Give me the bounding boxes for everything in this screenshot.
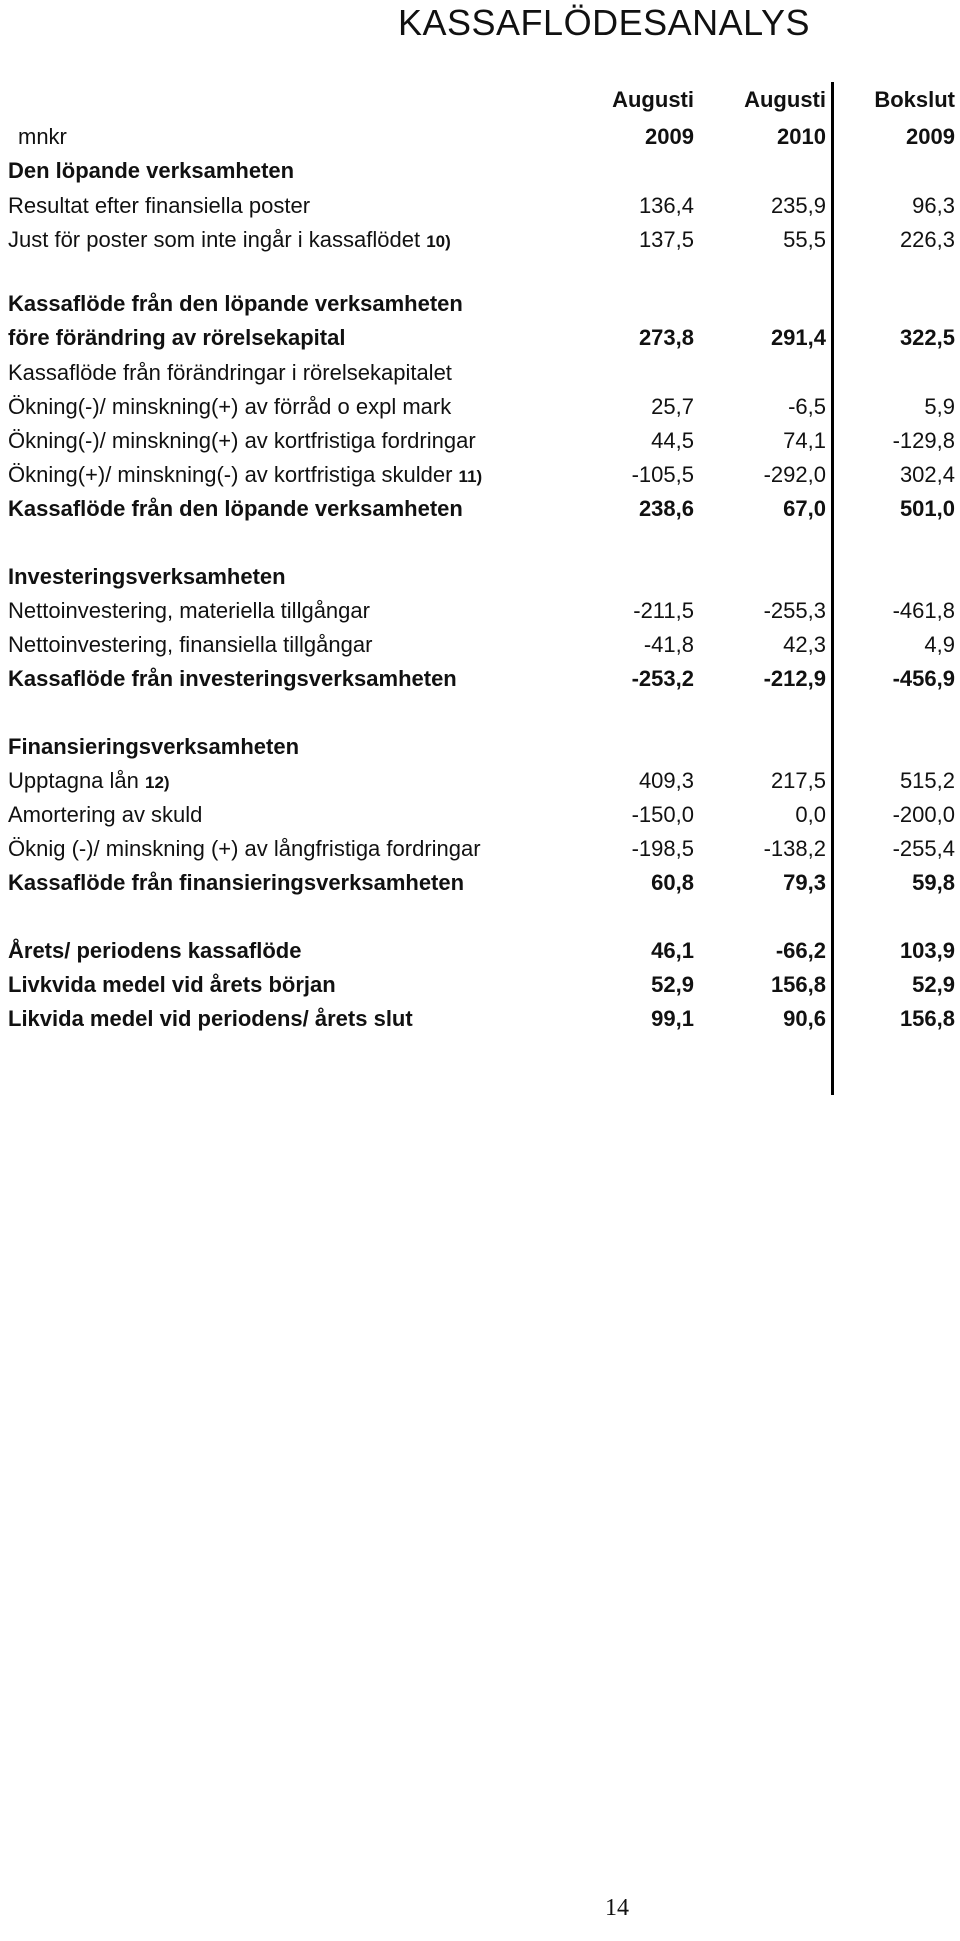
value-col3: -461,8: [892, 598, 955, 623]
value-col1: 273,8: [638, 325, 694, 350]
row-label: Ökning(+)/ minskning(-) av kortfristiga skulder: [8, 462, 453, 487]
value-col2: -255,3: [763, 598, 826, 623]
value-col2: 55,5: [783, 227, 826, 252]
value-col3: -456,9: [892, 666, 955, 691]
value-col2: 79,3: [783, 870, 826, 895]
value-col2: 0,0: [795, 802, 826, 827]
value-col3: 226,3: [899, 227, 955, 252]
row-label: före förändring av rörelsekapital: [8, 325, 346, 350]
row-label: Nettoinvestering, finansiella tillgångar: [8, 632, 373, 657]
row-label: Resultat efter finansiella poster: [8, 193, 311, 218]
col2-year: 2010: [777, 124, 826, 149]
row-label: Ökning(-)/ minskning(+) av kortfristiga fordringar: [8, 428, 476, 453]
value-col1: 25,7: [651, 394, 694, 419]
row-label: Årets/ periodens kassaflöde: [8, 938, 302, 963]
col2-header: Augusti: [744, 87, 826, 112]
value-col1: 46,1: [651, 938, 694, 963]
value-col1: -198,5: [631, 836, 694, 861]
table-row: [0, 224, 960, 256]
unit-label: mnkr: [18, 124, 67, 149]
row-label-wrap: [8, 765, 170, 799]
value-col2: -292,0: [763, 462, 826, 487]
row-label: Kassaflöde från finansieringsverksamheten: [8, 870, 465, 895]
subsection-heading: [0, 357, 960, 389]
row-label: Nettoinvestering, materiella tillgångar: [8, 598, 370, 623]
value-col2: 156,8: [770, 972, 826, 997]
row-label: Kassaflöde från den löpande verksamheten: [8, 291, 463, 316]
value-col1: -41,8: [643, 632, 694, 657]
summary-row: [0, 935, 960, 967]
value-col1: 137,5: [638, 227, 694, 252]
value-col3: -255,4: [892, 836, 955, 861]
value-col1: 99,1: [651, 1006, 694, 1031]
value-col2: 291,4: [770, 325, 826, 350]
value-col2: 217,5: [770, 768, 826, 793]
table-row: [0, 322, 960, 354]
value-col3: 59,8: [912, 870, 955, 895]
value-col2: 235,9: [770, 193, 826, 218]
value-col2: 74,1: [783, 428, 826, 453]
row-label: Livkvida medel vid årets början: [8, 972, 336, 997]
section-heading: [0, 561, 960, 593]
value-col2: 90,6: [783, 1006, 826, 1031]
table-row: [0, 765, 960, 797]
header-row-bottom: [0, 121, 960, 153]
value-col1: 52,9: [651, 972, 694, 997]
value-col3: 322,5: [899, 325, 955, 350]
value-col1: -253,2: [631, 666, 694, 691]
footnote-ref: 12): [145, 773, 170, 792]
subsection-heading: [0, 288, 960, 320]
value-col2: -212,9: [763, 666, 826, 691]
table-row: [0, 425, 960, 457]
row-label: Öknig (-)/ minskning (+) av långfristiga fordringar: [8, 836, 481, 861]
value-col1: 136,4: [638, 193, 694, 218]
value-col3: 302,4: [899, 462, 955, 487]
page-title: KASSAFLÖDESANALYS: [398, 2, 810, 43]
table-row: [0, 629, 960, 661]
value-col3: 103,9: [899, 938, 955, 963]
summary-row: [0, 1003, 960, 1035]
row-label-wrap: [8, 224, 451, 258]
row-label: Ökning(-)/ minskning(+) av förråd o expl mark: [8, 394, 452, 419]
table-row: [0, 833, 960, 865]
col3-header: Bokslut: [874, 87, 955, 112]
summary-row: [0, 969, 960, 1001]
footnote-ref: 11): [458, 467, 483, 486]
row-label-wrap: [8, 459, 482, 493]
value-col2: -138,2: [763, 836, 826, 861]
row-label: Kassaflöde från investeringsverksamheten: [8, 666, 457, 691]
table-row: [0, 799, 960, 831]
row-label: Likvida medel vid periodens/ årets slut: [8, 1006, 413, 1031]
section-heading: [0, 155, 960, 187]
total-row: [0, 493, 960, 525]
row-label: Kassaflöde från förändringar i rörelsekapitalet: [8, 360, 452, 385]
table-row: [0, 459, 960, 491]
footnote-ref: 10): [426, 232, 451, 251]
row-label: Investeringsverksamheten: [8, 564, 286, 589]
row-label: Amortering av skuld: [8, 802, 203, 827]
value-col3: 4,9: [924, 632, 955, 657]
table-row: [0, 391, 960, 423]
value-col2: -66,2: [775, 938, 826, 963]
col3-year: 2009: [906, 124, 955, 149]
value-col1: 409,3: [638, 768, 694, 793]
col1-year: 2009: [645, 124, 694, 149]
row-label: Kassaflöde från den löpande verksamheten: [8, 496, 463, 521]
value-col1: -150,0: [631, 802, 694, 827]
value-col3: 5,9: [924, 394, 955, 419]
value-col1: 238,6: [638, 496, 694, 521]
value-col2: 42,3: [783, 632, 826, 657]
value-col3: 156,8: [899, 1006, 955, 1031]
section-heading: [0, 731, 960, 763]
value-col3: 52,9: [912, 972, 955, 997]
table-row: [0, 190, 960, 222]
page-number: 14: [605, 1895, 629, 1921]
value-col1: 44,5: [651, 428, 694, 453]
row-label: Upptagna lån: [8, 768, 139, 793]
row-label: Just för poster som inte ingår i kassaflödet: [8, 227, 421, 252]
row-label: Den löpande verksamheten: [8, 158, 295, 183]
value-col3: 515,2: [899, 768, 955, 793]
table-row: [0, 595, 960, 627]
value-col3: 501,0: [899, 496, 955, 521]
value-col1: -105,5: [631, 462, 694, 487]
value-col3: -200,0: [892, 802, 955, 827]
header-row-top: [0, 84, 960, 116]
value-col1: -211,5: [633, 598, 694, 623]
value-col3: -129,8: [892, 428, 955, 453]
value-col2: 67,0: [783, 496, 826, 521]
value-col3: 96,3: [912, 193, 955, 218]
col1-header: Augusti: [612, 87, 694, 112]
total-row: [0, 663, 960, 695]
total-row: [0, 867, 960, 899]
value-col1: 60,8: [651, 870, 694, 895]
value-col2: -6,5: [788, 394, 826, 419]
row-label: Finansieringsverksamheten: [8, 734, 300, 759]
